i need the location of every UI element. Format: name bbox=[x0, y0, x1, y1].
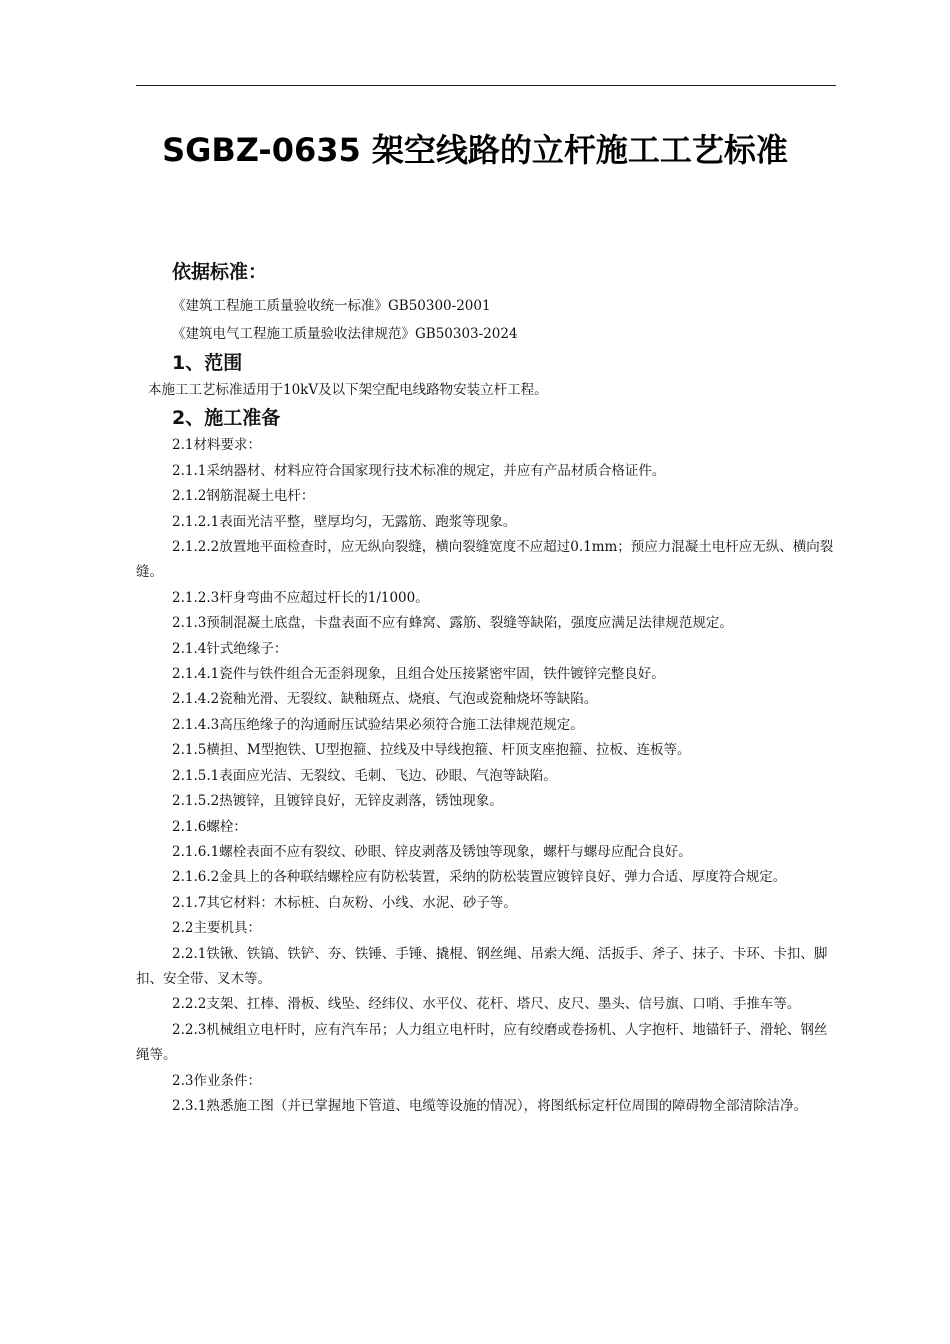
paragraph: 2.1.5横担、M型抱铁、U型抱箍、拉线及中导线抱箍、杆顶支座抱箍、拉板、连板等。 bbox=[172, 742, 691, 759]
scope-paragraph: 本施工工艺标准适用于10kV及以下架空配电线路物安装立杆工程。 bbox=[148, 382, 548, 398]
paragraph: 2.1.4.3高压绝缘子的沟通耐压试验结果必须符合施工法律规范规定。 bbox=[172, 716, 584, 733]
paragraph: 2.1.6.1螺栓表面不应有裂纹、砂眼、锌皮剥落及锈蚀等现象，螺杆与螺母应配合良好。 bbox=[172, 843, 692, 860]
paragraph: 2.1.1采纳器材、材料应符合国家现行技术标准的规定，并应有产品材质合格证件。 bbox=[172, 462, 666, 479]
paragraph: 2.1.7其它材料：木标桩、白灰粉、小线、水泥、砂子等。 bbox=[172, 894, 517, 911]
paragraph: 2.2.1铁锹、铁镐、铁铲、夯、铁锤、手锤、撬棍、钢丝绳、吊索大绳、活扳手、斧子、抹子、卡环、卡扣、脚扣、安全带、叉木等。 bbox=[136, 945, 828, 987]
header-rule bbox=[136, 85, 836, 86]
paragraph: 2.1.2.3杆身弯曲不应超过杆长的1/1000。 bbox=[172, 589, 429, 606]
paragraph: 2.1.4.1瓷件与铁件组合无歪斜现象，且组合处压接紧密牢固，铁件镀锌完整良好。 bbox=[172, 666, 665, 683]
preparation-list bbox=[136, 433, 838, 1119]
section-heading-scope: 1、范围 bbox=[172, 352, 243, 374]
paragraph: 2.3.1熟悉施工图（并已掌握地下管道、电缆等设施的情况），将图纸标定杆位周围的障碍物全部清除洁净。 bbox=[172, 1097, 808, 1114]
paragraph: 2.1材料要求： bbox=[172, 437, 261, 454]
paragraph: 2.1.4针式绝缘子： bbox=[172, 640, 288, 657]
standard-reference: 《建筑工程施工质量验收统一标准》GB50300-2001 bbox=[172, 298, 491, 314]
paragraph: 2.1.2钢筋混凝土电杆： bbox=[172, 488, 315, 505]
paragraph: 2.1.5.1表面应光洁、无裂纹、毛刺、飞边、砂眼、气泡等缺陷。 bbox=[172, 767, 557, 784]
document-title: SGBZ-0635 架空线路的立杆施工工艺标准 bbox=[162, 131, 788, 169]
paragraph: 2.3作业条件： bbox=[172, 1072, 261, 1089]
paragraph: 2.1.4.2瓷釉光滑、无裂纹、缺釉斑点、烧痕、气泡或瓷釉烧坏等缺陷。 bbox=[172, 691, 598, 708]
paragraph: 2.1.2.2放置地平面检查时，应无纵向裂缝，横向裂缝宽度不应超过0.1mm；预应力混凝土电杆应无纵、横向裂缝。 bbox=[136, 539, 834, 581]
paragraph: 2.2.2支架、扛棒、滑板、线坠、经纬仪、水平仪、花杆、塔尺、皮尺、墨头、信号旗、口哨、手推车等。 bbox=[172, 996, 801, 1013]
paragraph: 2.2主要机具： bbox=[172, 920, 261, 937]
standard-reference: 《建筑电气工程施工质量验收法律规范》GB50303-2024 bbox=[172, 326, 518, 342]
section-heading-preparation: 2、施工准备 bbox=[172, 407, 281, 430]
paragraph: 2.1.2.1表面光洁平整，壁厚均匀，无露筋、跑浆等现象。 bbox=[172, 513, 517, 530]
paragraph: 2.2.3机械组立电杆时，应有汽车吊；人力组立电杆时，应有绞磨或卷扬机、人字抱杆、地锚钎子、滑轮、钢丝绳等。 bbox=[136, 1021, 828, 1064]
paragraph: 2.1.6.2金具上的各种联结螺栓应有防松装置，采纳的防松装置应镀锌良好、弹力合适、厚度符合规定。 bbox=[172, 869, 787, 886]
paragraph: 2.1.6螺栓： bbox=[172, 818, 247, 835]
paragraph: 2.1.3预制混凝土底盘，卡盘表面不应有蜂窝、露筋、裂缝等缺陷，强度应满足法律规范规定。 bbox=[172, 615, 733, 632]
document-body bbox=[136, 258, 838, 1119]
paragraph: 2.1.5.2热镀锌，且镀锌良好，无锌皮剥落，锈蚀现象。 bbox=[172, 793, 503, 810]
basis-heading: 依据标准： bbox=[172, 261, 268, 283]
